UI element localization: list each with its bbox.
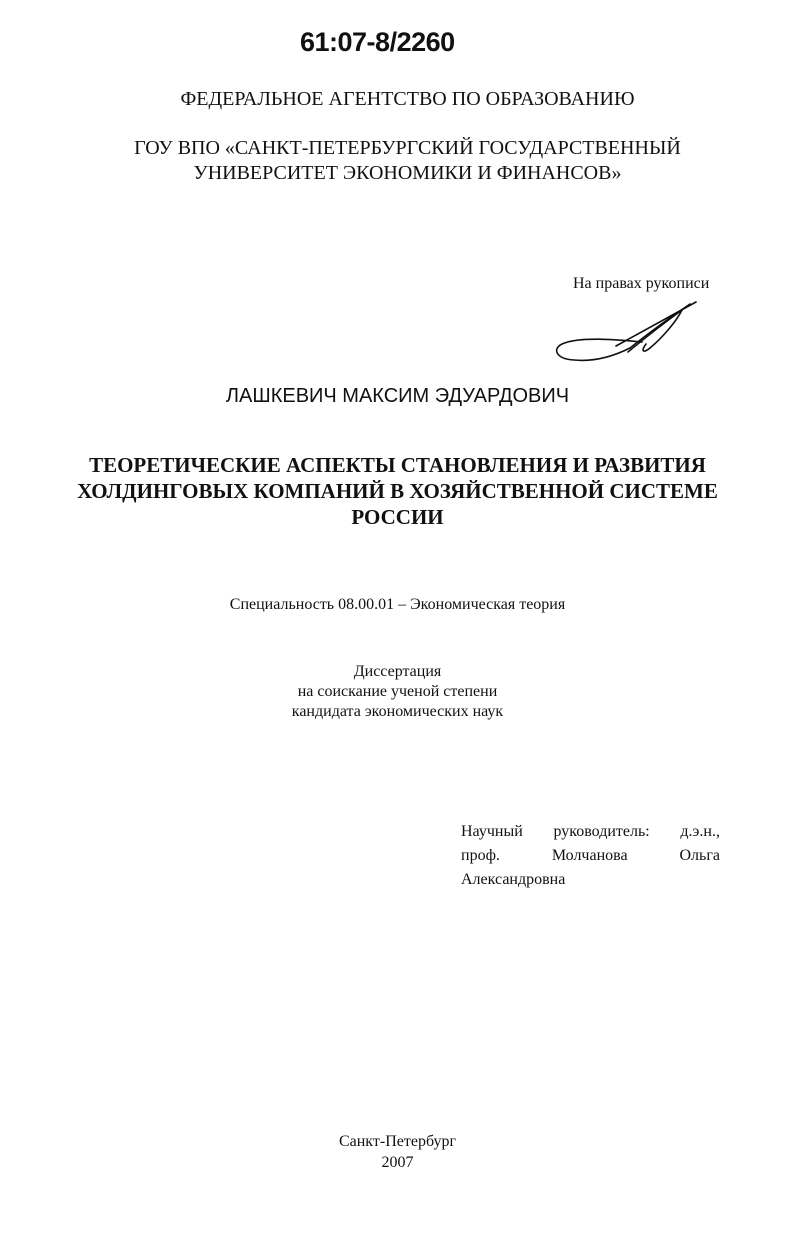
supervisor-word: Научный (461, 823, 523, 840)
catalog-number: 61:07-8/2260 (300, 27, 455, 57)
agency-name: ФЕДЕРАЛЬНОЕ АГЕНТСТВО ПО ОБРАЗОВАНИЮ (180, 88, 635, 110)
specialty: Специальность 08.00.01 – Экономическая теория (229, 596, 566, 613)
degree-line: на соискание ученой степени (297, 683, 498, 700)
supervisor-line: Александровна (461, 871, 566, 888)
place-and-year (0, 1131, 795, 1173)
city: Санкт-Петербург (338, 1133, 457, 1150)
degree-statement (0, 662, 795, 722)
supervisor-word: руководитель: (553, 823, 650, 840)
degree-line: Диссертация (353, 663, 442, 680)
title-line: РОССИИ (351, 505, 444, 529)
degree-line: кандидата экономических наук (291, 703, 504, 720)
dissertation-title (0, 452, 795, 530)
year: 2007 (381, 1154, 414, 1171)
university-line: ГОУ ВПО «САНКТ-ПЕТЕРБУРГСКИЙ ГОСУДАРСТВЕННЫЙ (134, 137, 681, 159)
university-line: УНИВЕРСИТЕТ ЭКОНОМИКИ И ФИНАНСОВ» (193, 162, 622, 184)
title-line: ХОЛДИНГОВЫХ КОМПАНИЙ В ХОЗЯЙСТВЕННОЙ СИСТЕМЕ (77, 479, 718, 503)
signature-icon (550, 296, 700, 374)
title-line: ТЕОРЕТИЧЕСКИЕ АСПЕКТЫ СТАНОВЛЕНИЯ И РАЗВИТИЯ (89, 453, 706, 477)
supervisor-word: Молчанова (551, 847, 628, 864)
author-name: ЛАШКЕВИЧ МАКСИМ ЭДУАРДОВИЧ (225, 385, 570, 407)
supervisor-block (461, 820, 720, 892)
supervisor-line (461, 820, 720, 844)
supervisor-word: д.э.н., (680, 823, 720, 840)
supervisor-line (461, 844, 720, 868)
supervisor-word: проф. (461, 847, 500, 864)
university-name (0, 136, 795, 186)
manuscript-note: На правах рукописи (573, 275, 710, 292)
supervisor-word: Ольга (679, 847, 720, 864)
